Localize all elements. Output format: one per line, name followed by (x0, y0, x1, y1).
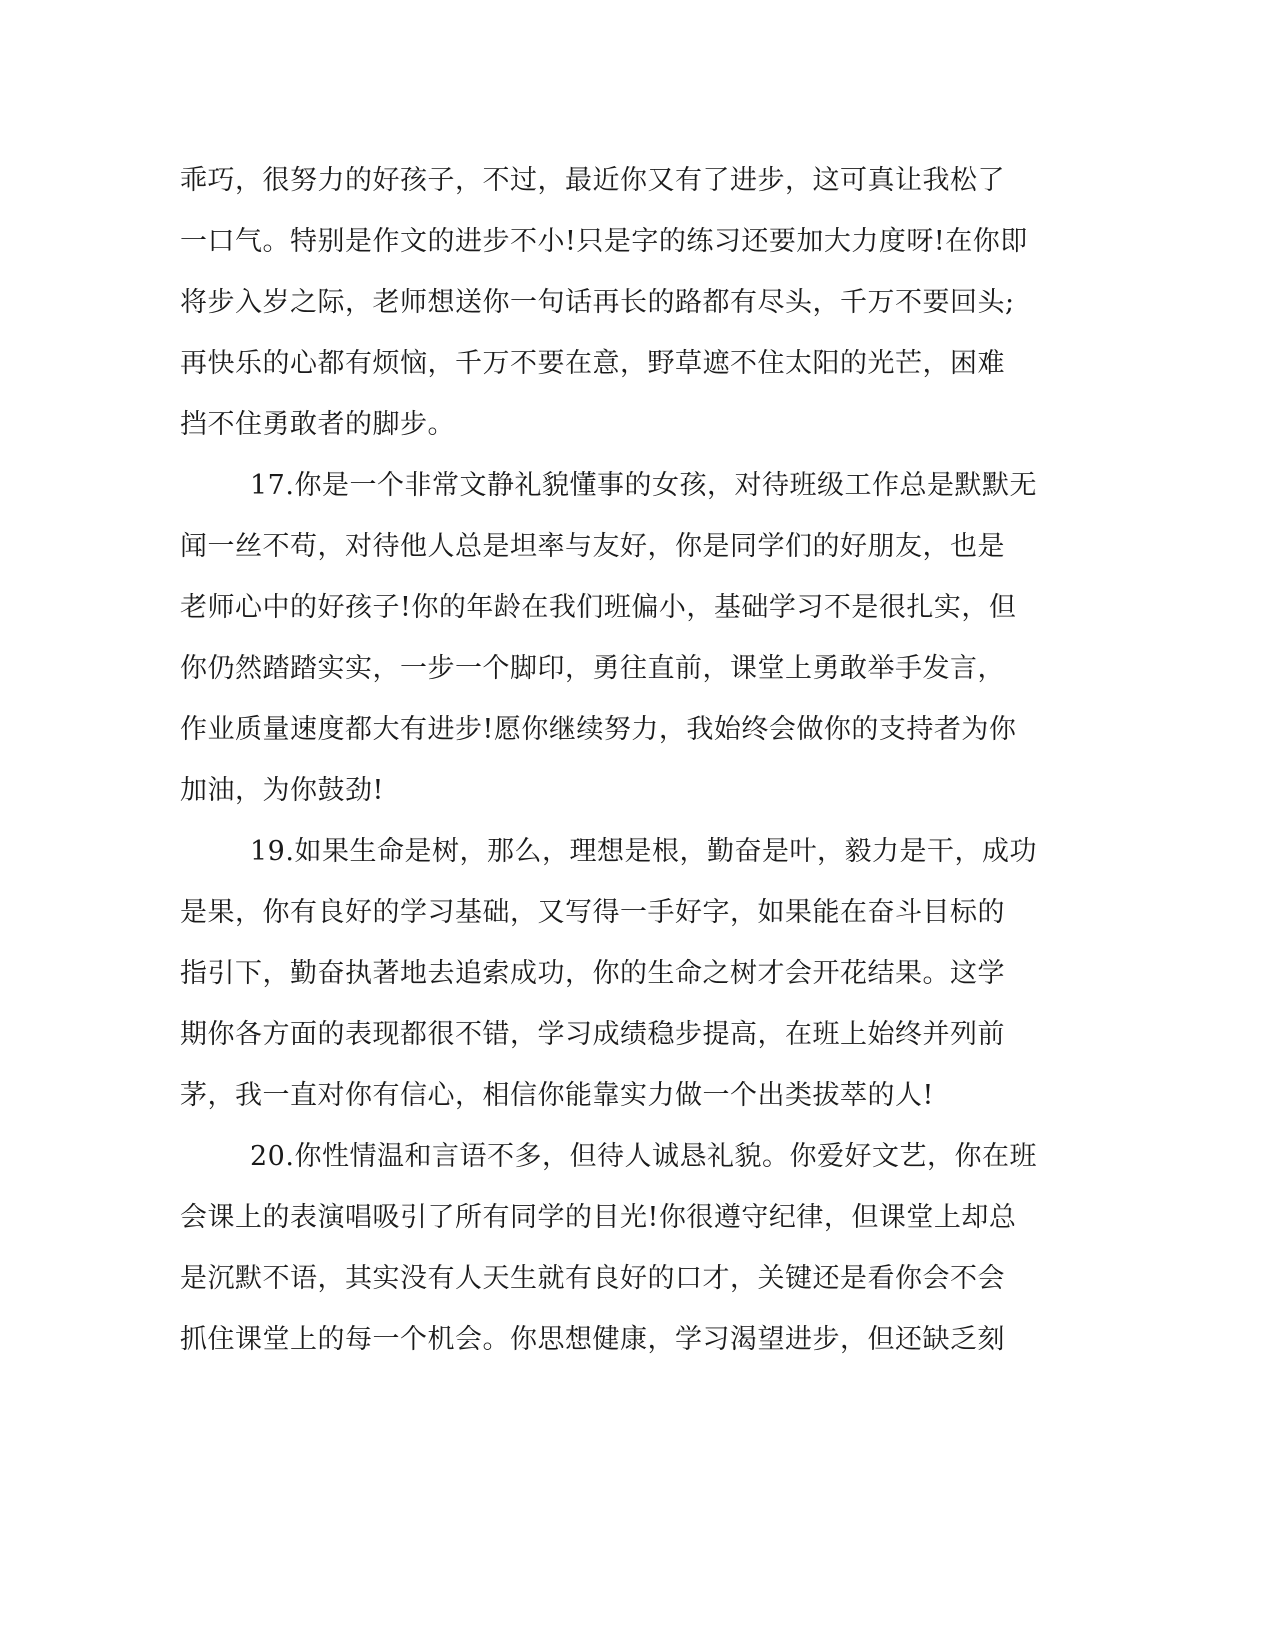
document-page (180, 150, 1040, 1370)
text-line: 抓住课堂上的每一个机会。你思想健康，学习渴望进步，但还缺乏刻 (180, 1324, 1005, 1355)
text-line: 期你各方面的表现都很不错，学习成绩稳步提高，在班上始终并列前 (180, 1019, 1005, 1050)
text-line: 一口气。特别是作文的进步不小!只是字的练习还要加大力度呀!在你即 (180, 226, 1028, 257)
text-line: 加油，为你鼓劲! (180, 775, 384, 806)
text-line: 17.你是一个非常文静礼貌懂事的女孩，对待班级工作总是默默无 (250, 470, 1037, 501)
text-line: 将步入岁之际，老师想送你一句话再长的路都有尽头，千万不要回头; (180, 287, 1015, 318)
text-line: 闻一丝不苟，对待他人总是坦率与友好，你是同学们的好朋友，也是 (180, 531, 1005, 562)
text-line: 你仍然踏踏实实，一步一个脚印，勇往直前，课堂上勇敢举手发言， (180, 653, 1005, 684)
text-line: 是沉默不语，其实没有人天生就有良好的口才，关键还是看你会不会 (180, 1263, 1005, 1294)
text-line: 会课上的表演唱吸引了所有同学的目光!你很遵守纪律，但课堂上却总 (180, 1202, 1017, 1233)
text-line: 乖巧，很努力的好孩子，不过，最近你又有了进步，这可真让我松了 (180, 165, 1005, 196)
text-line: 作业质量速度都大有进步!愿你继续努力，我始终会做你的支持者为你 (180, 714, 1017, 745)
text-line: 挡不住勇敢者的脚步。 (180, 409, 455, 440)
text-line: 茅，我一直对你有信心，相信你能靠实力做一个出类拔萃的人! (180, 1080, 934, 1111)
text-line: 19.如果生命是树，那么，理想是根，勤奋是叶，毅力是干，成功 (250, 836, 1037, 867)
paragraph-19 (180, 821, 1040, 1126)
text-line: 老师心中的好孩子!你的年龄在我们班偏小，基础学习不是很扎实，但 (180, 592, 1017, 623)
paragraph-continued (180, 150, 1040, 455)
text-line: 20.你性情温和言语不多，但待人诚恳礼貌。你爱好文艺，你在班 (250, 1141, 1037, 1172)
paragraph-20 (180, 1126, 1040, 1370)
text-line: 再快乐的心都有烦恼，千万不要在意，野草遮不住太阳的光芒，困难 (180, 348, 1005, 379)
text-line: 指引下，勤奋执著地去追索成功，你的生命之树才会开花结果。这学 (180, 958, 1005, 989)
paragraph-17 (180, 455, 1040, 821)
text-line: 是果，你有良好的学习基础，又写得一手好字，如果能在奋斗目标的 (180, 897, 1005, 928)
